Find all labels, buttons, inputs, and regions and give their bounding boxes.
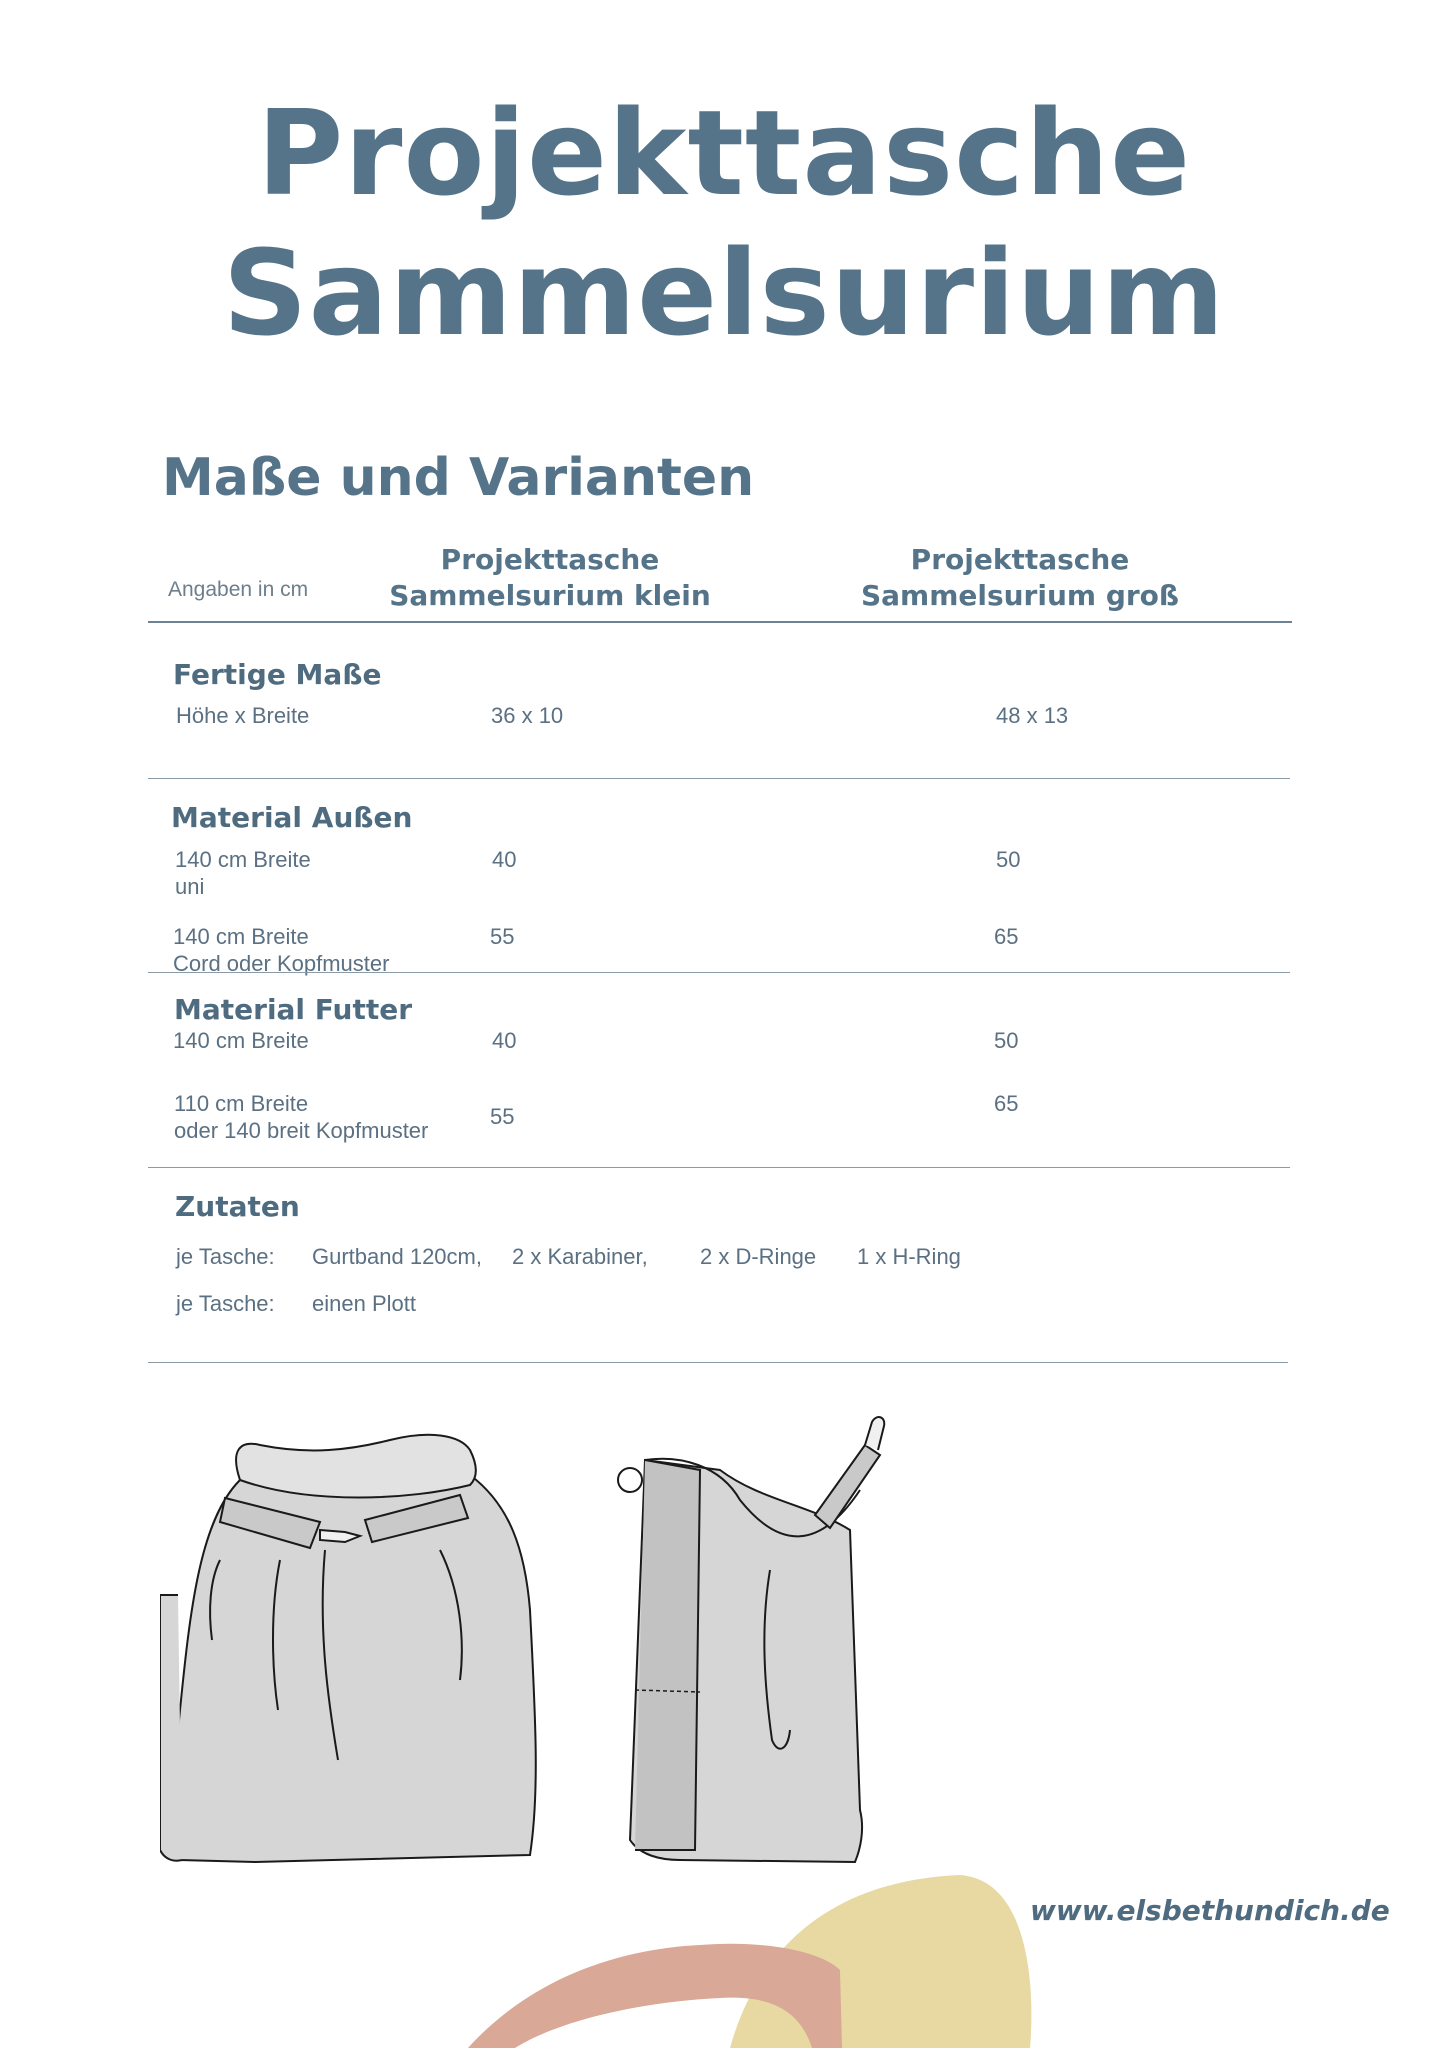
futter-row2-value-small: 55 [490,1104,515,1129]
bag-illustrations [160,1410,960,1890]
aussen-row2-label-line-2: Cord oder Kopfmuster [173,951,390,976]
section-heading: Maße und Varianten [162,448,755,508]
page-title-line-1: Projekttasche [256,84,1192,222]
section-material-aussen: Material Außen [171,801,413,834]
futter-row1-value-large: 50 [994,1028,1019,1053]
bag-front-illustration [160,1435,536,1862]
aussen-row2-label-line-1: 140 cm Breite [173,924,309,949]
futter-row1-label: 140 cm Breite [173,1028,309,1053]
futter-row2-label-line-2: oder 140 breit Kopfmuster [174,1118,429,1143]
zutaten-row2-label: je Tasche: [176,1291,275,1316]
zutaten-item: 1 x H-Ring [857,1244,961,1269]
fertige-value-large: 48 x 13 [996,703,1069,728]
section-zutaten: Zutaten [175,1190,300,1223]
aussen-row2-value-small: 55 [490,924,515,949]
unit-note: Angaben in cm [168,578,309,601]
futter-row2-label-line-1: 110 cm Breite [174,1091,309,1116]
website-url[interactable]: www.elsbethundich.de [1030,1894,1390,1927]
futter-row2-value-large: 65 [994,1091,1019,1116]
column-header-large-line-2: Sammelsurium groß [860,579,1180,612]
zutaten-row1-label: je Tasche: [176,1244,275,1269]
section-material-futter: Material Futter [174,993,413,1026]
column-header-large-line-1: Projekttasche [910,543,1130,576]
futter-row1-value-small: 40 [492,1028,517,1053]
bag-side-illustration [618,1417,884,1862]
zutaten-item: Gurtband 120cm, [312,1244,482,1269]
column-header-small-line-2: Sammelsurium klein [389,579,711,612]
aussen-row2-value-large: 65 [994,924,1019,949]
zutaten-item: 2 x D-Ringe [700,1244,817,1269]
zutaten-item: einen Plott [312,1291,416,1316]
section-fertige-masse: Fertige Maße [173,658,382,691]
page-title-line-2: Sammelsurium [222,224,1226,362]
fertige-label: Höhe x Breite [176,703,310,728]
aussen-row1-label-line-1: 140 cm Breite [175,847,311,872]
aussen-row1-value-large: 50 [996,847,1021,872]
fertige-value-small: 36 x 10 [491,703,564,728]
column-header-small-line-1: Projekttasche [440,543,660,576]
aussen-row1-label-line-2: uni [175,874,205,899]
aussen-row1-value-small: 40 [492,847,517,872]
zutaten-item: 2 x Karabiner, [512,1244,648,1269]
